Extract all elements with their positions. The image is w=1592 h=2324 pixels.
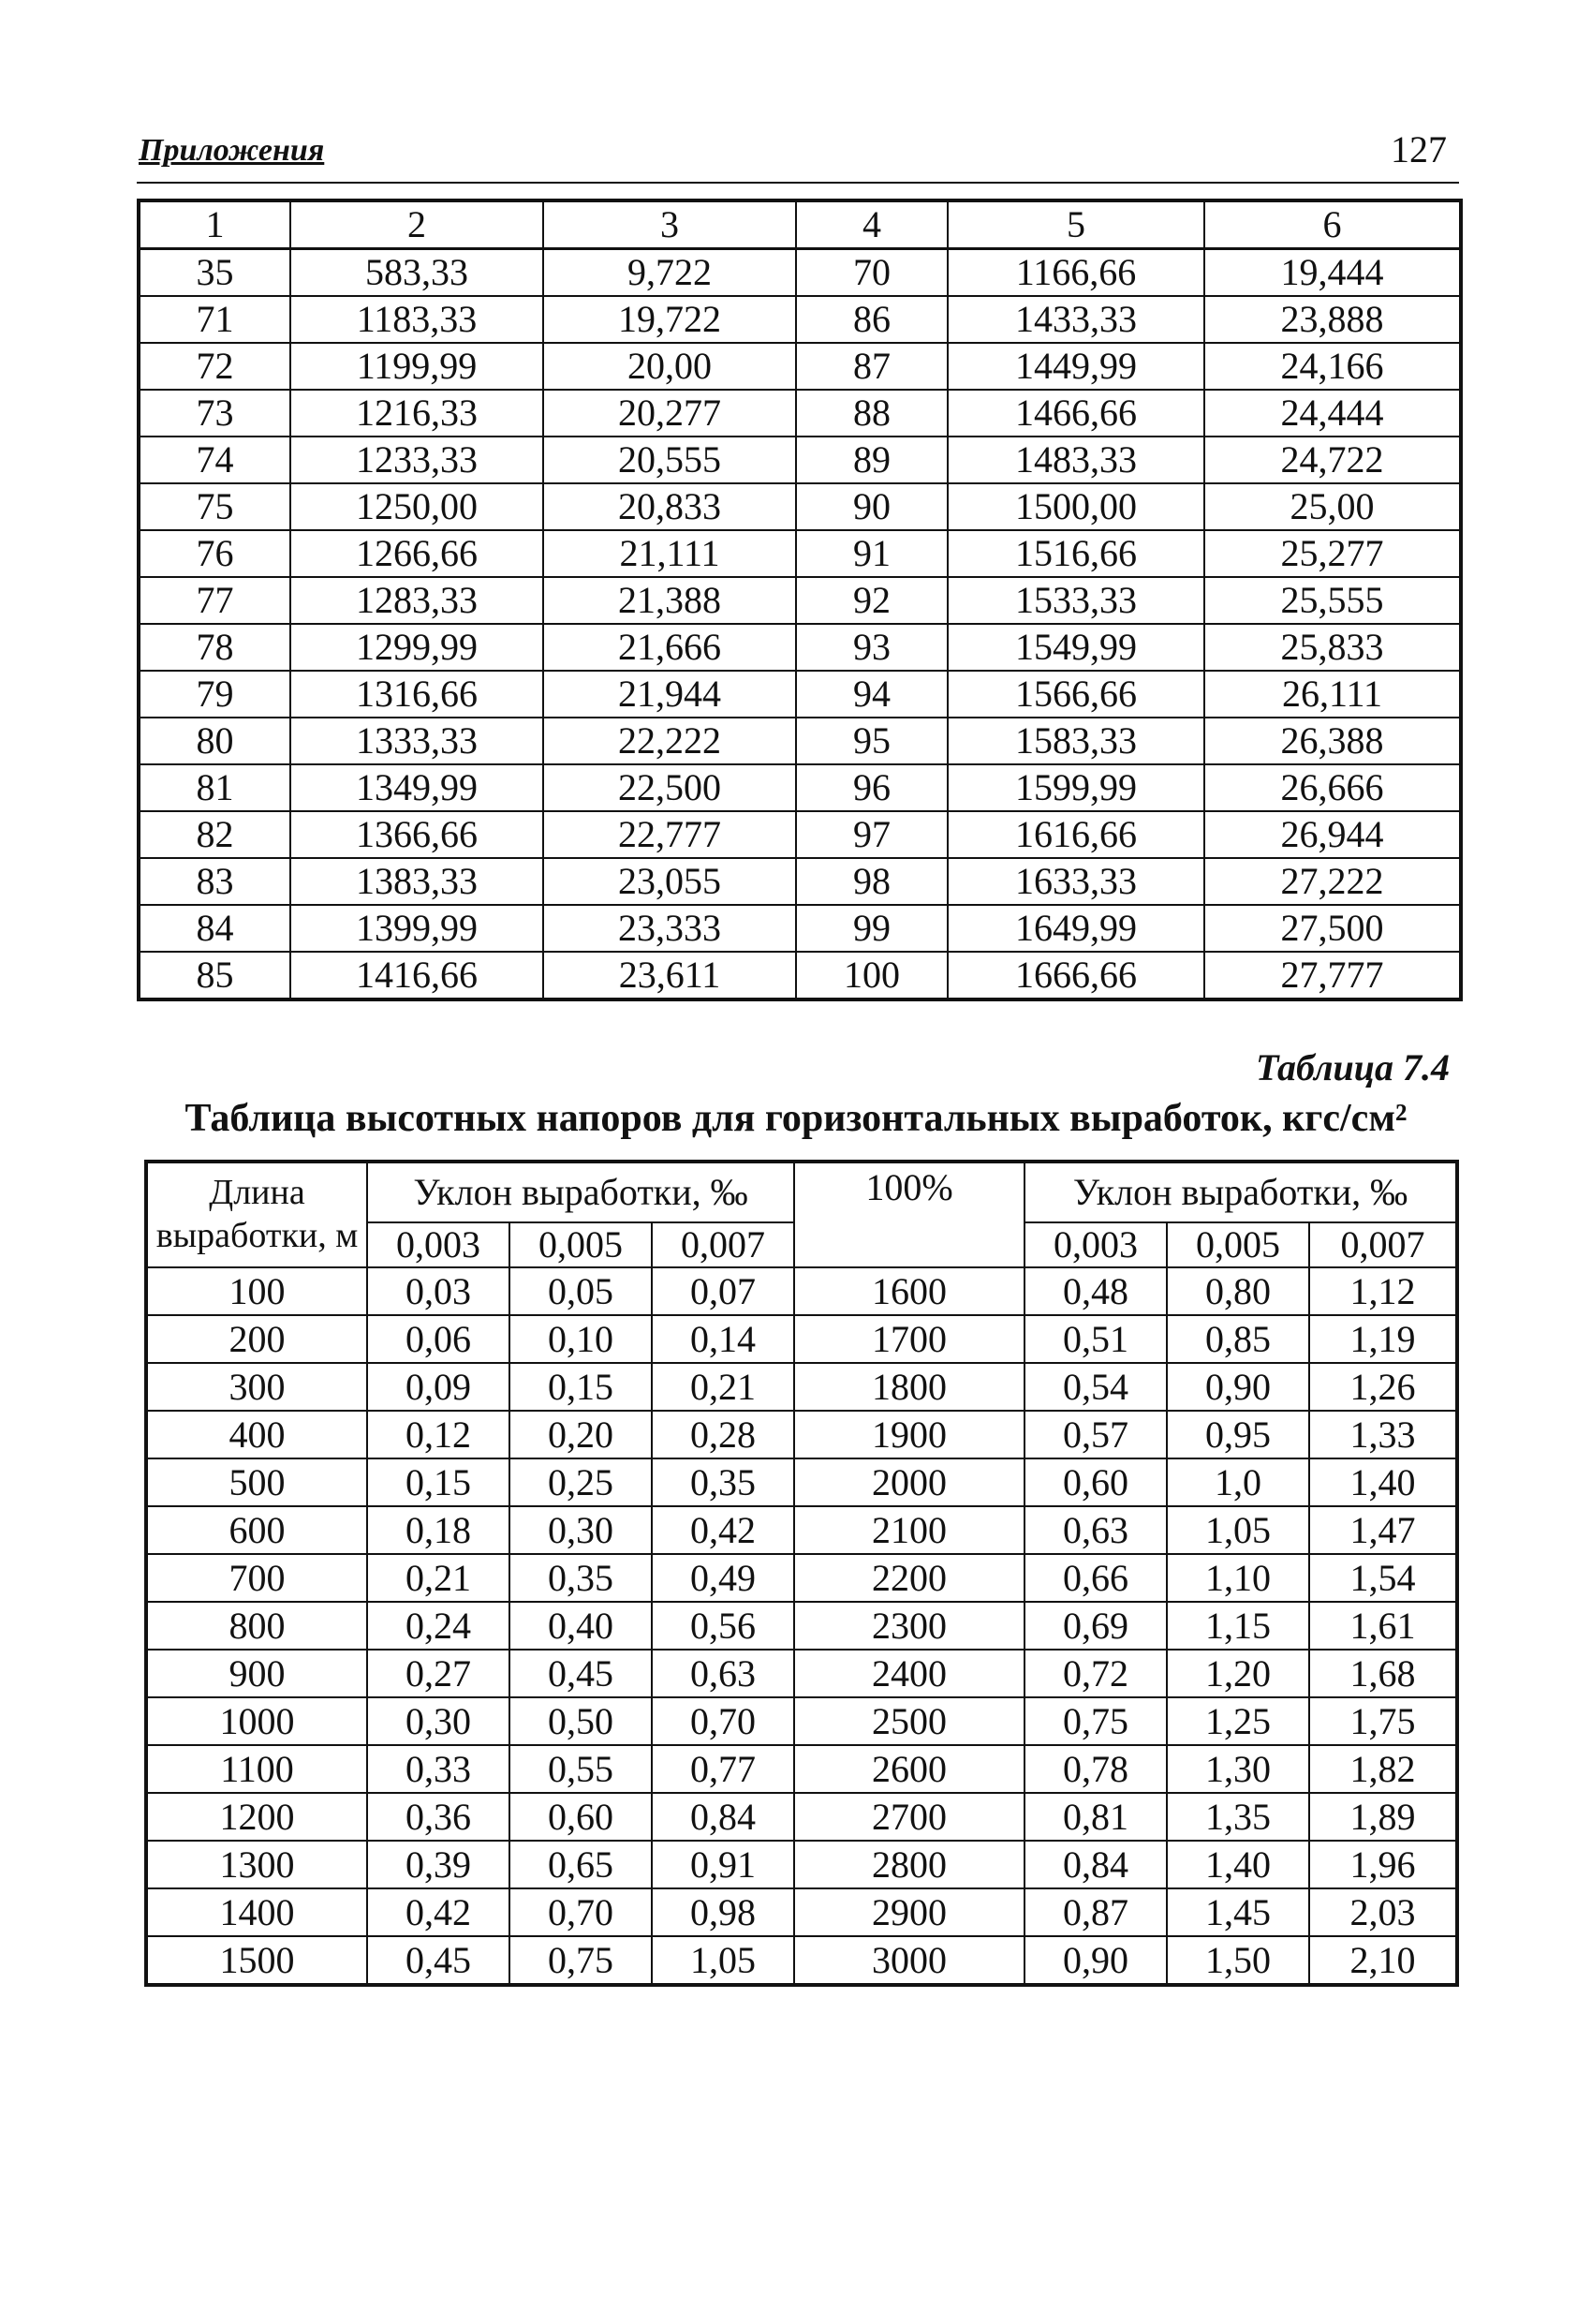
table-cell: 1533,33	[948, 577, 1204, 624]
table-cell: 2,10	[1309, 1936, 1457, 1985]
slope-header-right: Уклон выработки, ‰	[1024, 1162, 1457, 1222]
table-cell: 0,35	[652, 1458, 794, 1506]
table-cell: 500	[146, 1458, 367, 1506]
slope-value-header: 0,007	[1309, 1222, 1457, 1267]
table-row	[139, 343, 1461, 390]
table-cell: 26,388	[1204, 718, 1461, 764]
table-cell: 80	[139, 718, 290, 764]
table-cell: 26,944	[1204, 811, 1461, 858]
table-cell: 81	[139, 764, 290, 811]
table-cell: 96	[796, 764, 948, 811]
table-cell: 1416,66	[290, 952, 543, 999]
table-cell: 1,40	[1167, 1841, 1309, 1888]
table-cell: 1549,99	[948, 624, 1204, 671]
table-row	[146, 1793, 1457, 1841]
table-cell: 1,61	[1309, 1602, 1457, 1650]
table-cell: 1649,99	[948, 905, 1204, 952]
table-cell: 0,75	[509, 1936, 652, 1985]
table-cell: 82	[139, 811, 290, 858]
table-cell: 800	[146, 1602, 367, 1650]
table-row	[139, 952, 1461, 999]
table-cell: 0,91	[652, 1841, 794, 1888]
values-table	[137, 199, 1463, 1001]
table-cell: 0,24	[367, 1602, 509, 1650]
table-cell: 1599,99	[948, 764, 1204, 811]
length-header-left: Длина выработки, м	[146, 1162, 367, 1267]
table-cell: 100	[146, 1267, 367, 1315]
table-cell: 1500,00	[948, 483, 1204, 530]
table-cell: 0,63	[652, 1650, 794, 1697]
slope-value-header: 0,005	[1167, 1222, 1309, 1267]
table-cell: 70	[796, 249, 948, 297]
table-cell: 24,722	[1204, 437, 1461, 483]
table-caption-number: Таблица 7.4	[1256, 1046, 1450, 1088]
table-cell: 79	[139, 671, 290, 718]
page-number: 127	[1391, 128, 1447, 170]
table-cell: 0,18	[367, 1506, 509, 1554]
table-cell: 0,84	[1024, 1841, 1167, 1888]
table-cell: 1600	[794, 1267, 1024, 1315]
table-cell: 1349,99	[290, 764, 543, 811]
column-header: 5	[948, 200, 1204, 249]
table-cell: 0,75	[1024, 1697, 1167, 1745]
table-cell: 0,69	[1024, 1602, 1167, 1650]
table-cell: 400	[146, 1411, 367, 1458]
column-header: 1	[139, 200, 290, 249]
table-row	[139, 390, 1461, 437]
table-cell: 1,68	[1309, 1650, 1457, 1697]
table-cell: 99	[796, 905, 948, 952]
table-cell: 20,833	[543, 483, 796, 530]
table-row	[139, 437, 1461, 483]
table-cell: 1,35	[1167, 1793, 1309, 1841]
table-cell: 19,722	[543, 296, 796, 343]
table-cell: 1366,66	[290, 811, 543, 858]
table-cell: 73	[139, 390, 290, 437]
pressure-table-header-row	[146, 1162, 1457, 1222]
table-cell: 23,888	[1204, 296, 1461, 343]
table-cell: 0,60	[509, 1793, 652, 1841]
table-cell: 27,222	[1204, 858, 1461, 905]
table-cell: 1,19	[1309, 1315, 1457, 1363]
table-cell: 0,90	[1167, 1363, 1309, 1411]
table-cell: 0,80	[1167, 1267, 1309, 1315]
table-cell: 2100	[794, 1506, 1024, 1554]
table-cell: 76	[139, 530, 290, 577]
table-cell: 1100	[146, 1745, 367, 1793]
values-table-header-row	[139, 200, 1461, 249]
table-cell: 85	[139, 952, 290, 999]
table-cell: 0,05	[509, 1267, 652, 1315]
table-cell: 0,77	[652, 1745, 794, 1793]
table-cell: 0,60	[1024, 1458, 1167, 1506]
table-row	[139, 530, 1461, 577]
table-row	[139, 671, 1461, 718]
table-row	[139, 249, 1461, 297]
table-row	[139, 577, 1461, 624]
running-header-section: Приложения	[139, 133, 325, 168]
table-cell: 0,57	[1024, 1411, 1167, 1458]
table-cell: 1,45	[1167, 1888, 1309, 1936]
table-cell: 0,45	[367, 1936, 509, 1985]
table-cell: 1333,33	[290, 718, 543, 764]
table-cell: 1,05	[1167, 1506, 1309, 1554]
slope-value-header: 0,003	[367, 1222, 509, 1267]
table-cell: 91	[796, 530, 948, 577]
table-cell: 0,09	[367, 1363, 509, 1411]
table-cell: 77	[139, 577, 290, 624]
table-row	[146, 1602, 1457, 1650]
table-row	[146, 1411, 1457, 1458]
slope-value-header: 0,005	[509, 1222, 652, 1267]
table-cell: 0,54	[1024, 1363, 1167, 1411]
table-row	[139, 811, 1461, 858]
table-cell: 200	[146, 1315, 367, 1363]
table-cell: 1800	[794, 1363, 1024, 1411]
table-cell: 0,78	[1024, 1745, 1167, 1793]
table-cell: 0,84	[652, 1793, 794, 1841]
table-cell: 72	[139, 343, 290, 390]
table-cell: 0,39	[367, 1841, 509, 1888]
table-cell: 0,21	[367, 1554, 509, 1602]
table-cell: 600	[146, 1506, 367, 1554]
table-cell: 0,10	[509, 1315, 652, 1363]
column-header: 3	[543, 200, 796, 249]
table-cell: 0,49	[652, 1554, 794, 1602]
table-cell: 71	[139, 296, 290, 343]
table-cell: 27,777	[1204, 952, 1461, 999]
table-cell: 97	[796, 811, 948, 858]
table-cell: 0,56	[652, 1602, 794, 1650]
table-cell: 1,89	[1309, 1793, 1457, 1841]
slope-header-left: Уклон выработки, ‰	[367, 1162, 794, 1222]
table-cell: 20,277	[543, 390, 796, 437]
table-cell: 300	[146, 1363, 367, 1411]
table-cell: 1633,33	[948, 858, 1204, 905]
table-cell: 2400	[794, 1650, 1024, 1697]
table-cell: 0,35	[509, 1554, 652, 1602]
table-cell: 1283,33	[290, 577, 543, 624]
table-cell: 1,47	[1309, 1506, 1457, 1554]
table-cell: 1250,00	[290, 483, 543, 530]
table-row	[146, 1554, 1457, 1602]
table-cell: 1399,99	[290, 905, 543, 952]
table-cell: 1,12	[1309, 1267, 1457, 1315]
table-cell: 0,03	[367, 1267, 509, 1315]
column-header: 6	[1204, 200, 1461, 249]
table-cell: 95	[796, 718, 948, 764]
table-row	[146, 1315, 1457, 1363]
table-cell: 20,555	[543, 437, 796, 483]
table-cell: 0,15	[509, 1363, 652, 1411]
table-cell: 0,48	[1024, 1267, 1167, 1315]
table-cell: 1483,33	[948, 437, 1204, 483]
table-row	[139, 764, 1461, 811]
table-cell: 1433,33	[948, 296, 1204, 343]
table-cell: 2600	[794, 1745, 1024, 1793]
table-cell: 1666,66	[948, 952, 1204, 999]
table-row	[146, 1650, 1457, 1697]
table-cell: 1200	[146, 1793, 367, 1841]
table-row	[139, 905, 1461, 952]
table-cell: 0,40	[509, 1602, 652, 1650]
table-cell: 0,81	[1024, 1793, 1167, 1841]
table-cell: 0,51	[1024, 1315, 1167, 1363]
table-row	[146, 1267, 1457, 1315]
column-header: 2	[290, 200, 543, 249]
table-cell: 0,55	[509, 1745, 652, 1793]
table-cell: 0,06	[367, 1315, 509, 1363]
table-cell: 0,07	[652, 1267, 794, 1315]
table-cell: 0,42	[652, 1506, 794, 1554]
table-cell: 89	[796, 437, 948, 483]
table-cell: 9,722	[543, 249, 796, 297]
table-row	[146, 1936, 1457, 1985]
table-row	[146, 1458, 1457, 1506]
table-cell: 1,82	[1309, 1745, 1457, 1793]
table-cell: 1383,33	[290, 858, 543, 905]
table-cell: 1,05	[652, 1936, 794, 1985]
table-cell: 21,944	[543, 671, 796, 718]
table-cell: 1,40	[1309, 1458, 1457, 1506]
table-row	[146, 1841, 1457, 1888]
table-cell: 2000	[794, 1458, 1024, 1506]
table-cell: 94	[796, 671, 948, 718]
table-cell: 1300	[146, 1841, 367, 1888]
table-cell: 0,70	[509, 1888, 652, 1936]
table-cell: 0,30	[509, 1506, 652, 1554]
table-cell: 0,33	[367, 1745, 509, 1793]
table-cell: 1616,66	[948, 811, 1204, 858]
table-cell: 2300	[794, 1602, 1024, 1650]
table-cell: 75	[139, 483, 290, 530]
table-cell: 583,33	[290, 249, 543, 297]
table-cell: 0,21	[652, 1363, 794, 1411]
table-cell: 21,666	[543, 624, 796, 671]
table-cell: 0,30	[367, 1697, 509, 1745]
table-cell: 0,28	[652, 1411, 794, 1458]
table-cell: 86	[796, 296, 948, 343]
table-cell: 2200	[794, 1554, 1024, 1602]
table-cell: 90	[796, 483, 948, 530]
table-cell: 0,65	[509, 1841, 652, 1888]
table-row	[146, 1697, 1457, 1745]
table-row	[146, 1363, 1457, 1411]
table-cell: 1,20	[1167, 1650, 1309, 1697]
table-cell: 92	[796, 577, 948, 624]
slope-value-header: 0,003	[1024, 1222, 1167, 1267]
table-cell: 23,333	[543, 905, 796, 952]
table-row	[139, 624, 1461, 671]
table-cell: 1183,33	[290, 296, 543, 343]
table-cell: 0,66	[1024, 1554, 1167, 1602]
table-cell: 1400	[146, 1888, 367, 1936]
table-cell: 0,27	[367, 1650, 509, 1697]
table-cell: 1,50	[1167, 1936, 1309, 1985]
table-cell: 2,03	[1309, 1888, 1457, 1936]
table-row	[146, 1888, 1457, 1936]
table-cell: 0,36	[367, 1793, 509, 1841]
table-cell: 0,42	[367, 1888, 509, 1936]
table-cell: 78	[139, 624, 290, 671]
table-cell: 900	[146, 1650, 367, 1697]
table-cell: 1466,66	[948, 390, 1204, 437]
table-cell: 20,00	[543, 343, 796, 390]
table-cell: 22,777	[543, 811, 796, 858]
table-cell: 84	[139, 905, 290, 952]
table-cell: 25,00	[1204, 483, 1461, 530]
table-cell: 1,30	[1167, 1745, 1309, 1793]
table-cell: 1516,66	[948, 530, 1204, 577]
table-cell: 1,96	[1309, 1841, 1457, 1888]
table-cell: 1,0	[1167, 1458, 1309, 1506]
table-cell: 2500	[794, 1697, 1024, 1745]
table-cell: 2700	[794, 1793, 1024, 1841]
table-row	[146, 1506, 1457, 1554]
table-cell: 0,72	[1024, 1650, 1167, 1697]
table-cell: 1299,99	[290, 624, 543, 671]
table-cell: 22,500	[543, 764, 796, 811]
table-cell: 87	[796, 343, 948, 390]
table-cell: 1000	[146, 1697, 367, 1745]
column-header: 4	[796, 200, 948, 249]
table-cell: 0,25	[509, 1458, 652, 1506]
table-cell: 19,444	[1204, 249, 1461, 297]
table-cell: 2800	[794, 1841, 1024, 1888]
table-cell: 0,12	[367, 1411, 509, 1458]
table-cell: 25,277	[1204, 530, 1461, 577]
table-cell: 24,444	[1204, 390, 1461, 437]
table-cell: 1,26	[1309, 1363, 1457, 1411]
table-cell: 88	[796, 390, 948, 437]
slope-value-header: 0,007	[652, 1222, 794, 1267]
table-cell: 0,14	[652, 1315, 794, 1363]
table-cell: 1266,66	[290, 530, 543, 577]
table-cell: 24,166	[1204, 343, 1461, 390]
pressure-table	[144, 1160, 1459, 1987]
table-cell: 700	[146, 1554, 367, 1602]
table-cell: 1316,66	[290, 671, 543, 718]
table-cell: 1166,66	[948, 249, 1204, 297]
table-cell: 23,611	[543, 952, 796, 999]
table-cell: 23,055	[543, 858, 796, 905]
table-cell: 0,50	[509, 1697, 652, 1745]
table-cell: 0,98	[652, 1888, 794, 1936]
table-cell: 1,33	[1309, 1411, 1457, 1458]
table-cell: 1500	[146, 1936, 367, 1985]
table-cell: 0,85	[1167, 1315, 1309, 1363]
table-cell: 0,45	[509, 1650, 652, 1697]
table-cell: 0,15	[367, 1458, 509, 1506]
table-cell: 0,63	[1024, 1506, 1167, 1554]
table-cell: 1449,99	[948, 343, 1204, 390]
table-cell: 2900	[794, 1888, 1024, 1936]
table-cell: 25,555	[1204, 577, 1461, 624]
table-cell: 1199,99	[290, 343, 543, 390]
table-cell: 1700	[794, 1315, 1024, 1363]
table-cell: 1583,33	[948, 718, 1204, 764]
table-cell: 1900	[794, 1411, 1024, 1458]
table-cell: 1216,33	[290, 390, 543, 437]
table-cell: 0,90	[1024, 1936, 1167, 1985]
table-cell: 1,15	[1167, 1602, 1309, 1650]
table-cell: 27,500	[1204, 905, 1461, 952]
header-rule	[137, 182, 1459, 184]
table-cell: 35	[139, 249, 290, 297]
table-cell: 0,20	[509, 1411, 652, 1458]
table-cell: 21,111	[543, 530, 796, 577]
table-cell: 100	[796, 952, 948, 999]
table-cell: 74	[139, 437, 290, 483]
table-cell: 83	[139, 858, 290, 905]
table-cell: 0,87	[1024, 1888, 1167, 1936]
table-row	[139, 858, 1461, 905]
table-cell: 0,95	[1167, 1411, 1309, 1458]
table-cell: 1,54	[1309, 1554, 1457, 1602]
table-cell: 3000	[794, 1936, 1024, 1985]
length-header-right: 100%	[794, 1162, 1024, 1267]
table-row	[139, 296, 1461, 343]
table-cell: 21,388	[543, 577, 796, 624]
table-cell: 25,833	[1204, 624, 1461, 671]
table-cell: 1566,66	[948, 671, 1204, 718]
table-cell: 26,111	[1204, 671, 1461, 718]
table-cell: 93	[796, 624, 948, 671]
table-cell: 1,75	[1309, 1697, 1457, 1745]
table-cell: 26,666	[1204, 764, 1461, 811]
table-cell: 98	[796, 858, 948, 905]
table-row	[139, 718, 1461, 764]
table-cell: 0,70	[652, 1697, 794, 1745]
table-row	[146, 1745, 1457, 1793]
table-cell: 22,222	[543, 718, 796, 764]
table-cell: 1233,33	[290, 437, 543, 483]
table-row	[139, 483, 1461, 530]
table-caption-title: Таблица высотных напоров для горизонтальных выработок, кгс/см²	[184, 1097, 1408, 1140]
table-cell: 1,10	[1167, 1554, 1309, 1602]
table-cell: 1,25	[1167, 1697, 1309, 1745]
